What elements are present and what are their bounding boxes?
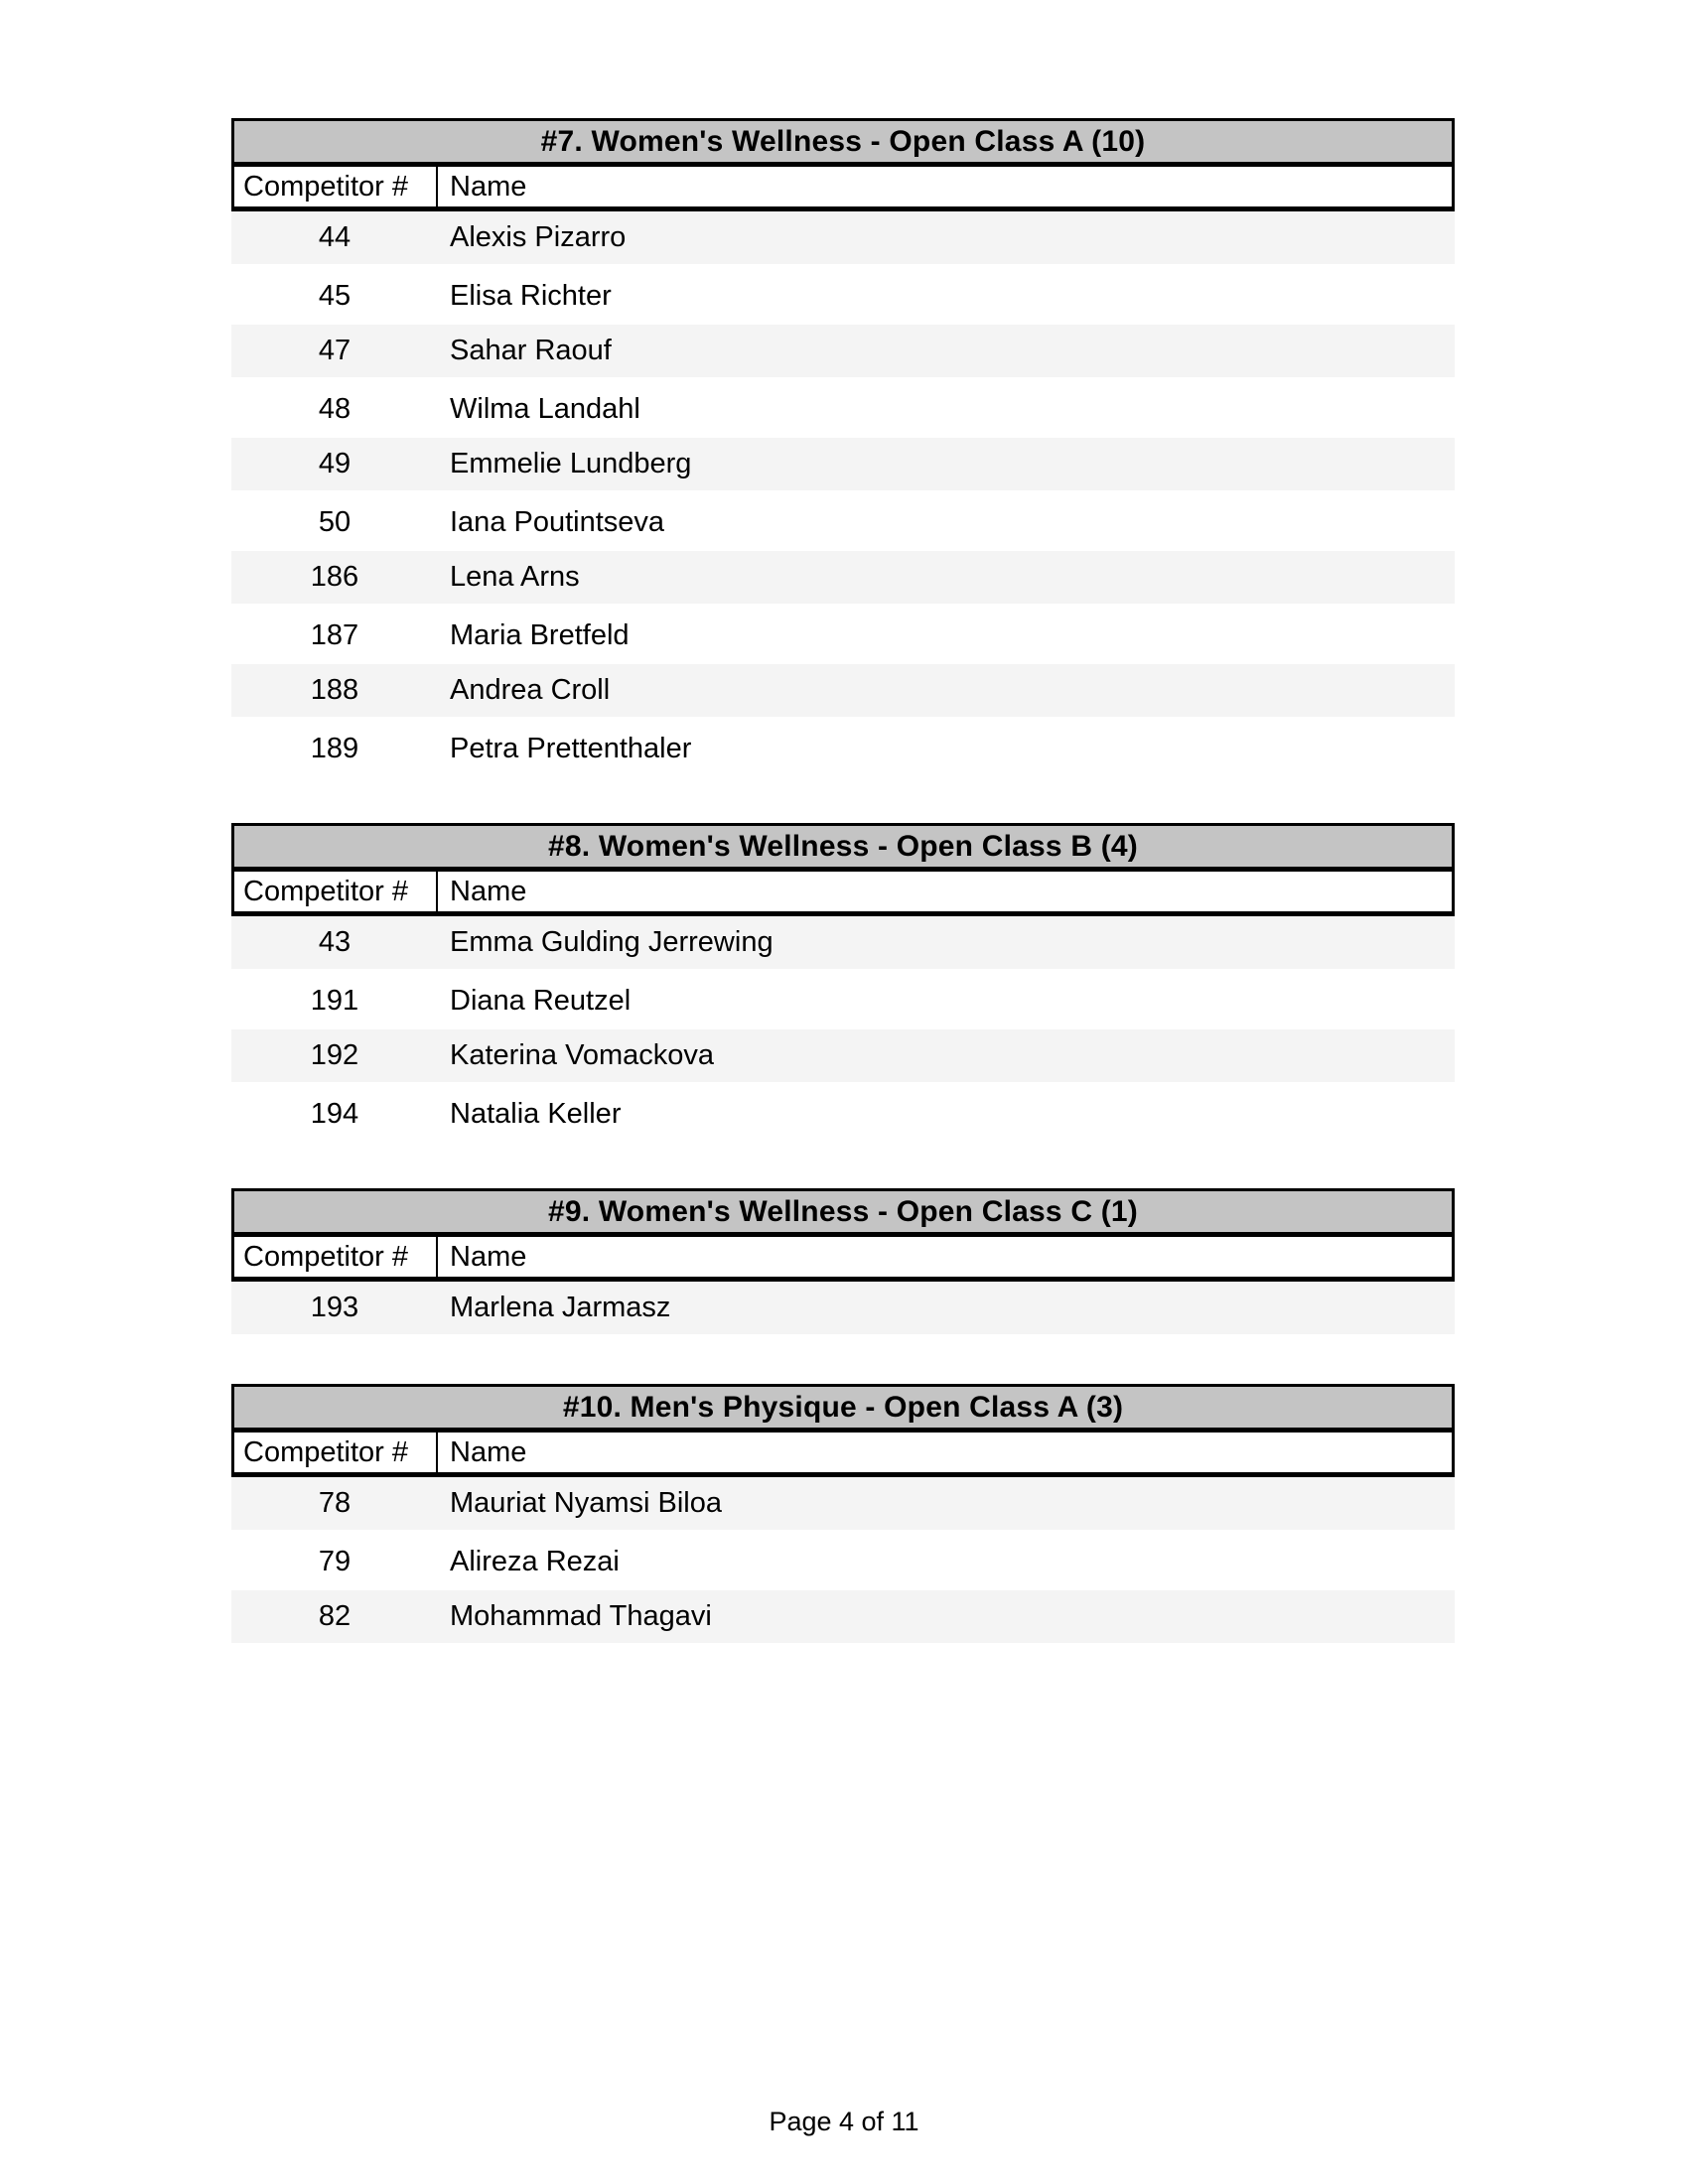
competitor-number: 48 [318, 393, 352, 425]
competitor-table [231, 823, 1455, 1143]
table-row [231, 608, 1455, 664]
table-rows [231, 1477, 1455, 1647]
competitor-name: Andrea Croll [450, 674, 611, 706]
competitor-name: Emma Gulding Jerrewing [450, 926, 774, 958]
table-row [231, 664, 1455, 721]
competitor-name: Marlena Jarmasz [450, 1292, 671, 1323]
competitor-number: 189 [310, 733, 359, 764]
table-title: #9. Women's Wellness - Open Class C (1) [231, 1188, 1455, 1237]
competitor-number: 43 [318, 926, 352, 958]
competitor-name: Natalia Keller [450, 1098, 622, 1130]
column-header-name: Name [450, 170, 527, 203]
competitor-table [231, 1384, 1455, 1647]
competitor-name: Elisa Richter [450, 280, 612, 312]
table-row [231, 1282, 1455, 1338]
column-header-name: Name [450, 875, 527, 907]
competitor-name: Mauriat Nyamsi Biloa [450, 1487, 722, 1519]
competitor-table [231, 1188, 1455, 1338]
competitor-number: 191 [310, 985, 359, 1017]
table-row [231, 916, 1455, 973]
table-title: #7. Women's Wellness - Open Class A (10) [231, 118, 1455, 167]
table-rows [231, 916, 1455, 1143]
competitor-number: 47 [318, 335, 352, 366]
competitor-number: 49 [318, 448, 352, 479]
table-rows [231, 211, 1455, 777]
table-header-row [231, 872, 1455, 916]
table-row [231, 268, 1455, 325]
competitor-table [231, 118, 1455, 777]
competitor-number: 82 [318, 1600, 352, 1632]
competitor-number: 50 [318, 506, 352, 538]
table-row [231, 1590, 1455, 1647]
table-row [231, 551, 1455, 608]
table-row [231, 973, 1455, 1029]
table-header-row [231, 167, 1455, 211]
competitor-name: Sahar Raouf [450, 335, 612, 366]
column-header-competitor: Competitor # [234, 167, 438, 206]
column-header-competitor: Competitor # [234, 872, 438, 911]
competitor-name: Alireza Rezai [450, 1546, 620, 1577]
table-row [231, 721, 1455, 777]
column-header-competitor: Competitor # [234, 1237, 438, 1277]
table-header-row [231, 1237, 1455, 1282]
competitor-number: 44 [318, 221, 352, 253]
competitor-number: 192 [310, 1039, 359, 1071]
competitor-number: 188 [310, 674, 359, 706]
table-row [231, 325, 1455, 381]
table-row [231, 1477, 1455, 1534]
competitor-name: Alexis Pizarro [450, 221, 627, 253]
table-row [231, 494, 1455, 551]
competitor-tables [231, 118, 1455, 1693]
competitor-name: Lena Arns [450, 561, 580, 593]
competitor-name: Wilma Landahl [450, 393, 640, 425]
table-header-row [231, 1433, 1455, 1477]
table-row [231, 438, 1455, 494]
competitor-name: Emmelie Lundberg [450, 448, 692, 479]
competitor-number: 45 [318, 280, 352, 312]
competitor-name: Iana Poutintseva [450, 506, 665, 538]
competitor-number: 78 [318, 1487, 352, 1519]
competitor-number: 187 [310, 619, 359, 651]
table-title: #10. Men's Physique - Open Class A (3) [231, 1384, 1455, 1433]
competitor-name: Petra Prettenthaler [450, 733, 692, 764]
column-header-name: Name [450, 1435, 527, 1468]
competitor-number: 193 [310, 1292, 359, 1323]
table-rows [231, 1282, 1455, 1338]
table-row [231, 1534, 1455, 1590]
table-title: #8. Women's Wellness - Open Class B (4) [231, 823, 1455, 872]
table-row [231, 1086, 1455, 1143]
column-header-name: Name [450, 1240, 527, 1273]
column-header-competitor: Competitor # [234, 1433, 438, 1472]
competitor-name: Katerina Vomackova [450, 1039, 714, 1071]
competitor-number: 186 [310, 561, 359, 593]
table-row [231, 211, 1455, 268]
page-footer: Page 4 of 11 [769, 2107, 919, 2136]
competitor-name: Diana Reutzel [450, 985, 632, 1017]
table-row [231, 1029, 1455, 1086]
competitor-name: Mohammad Thagavi [450, 1600, 712, 1632]
competitor-number: 194 [310, 1098, 359, 1130]
competitor-number: 79 [318, 1546, 352, 1577]
competitor-name: Maria Bretfeld [450, 619, 630, 651]
table-row [231, 381, 1455, 438]
